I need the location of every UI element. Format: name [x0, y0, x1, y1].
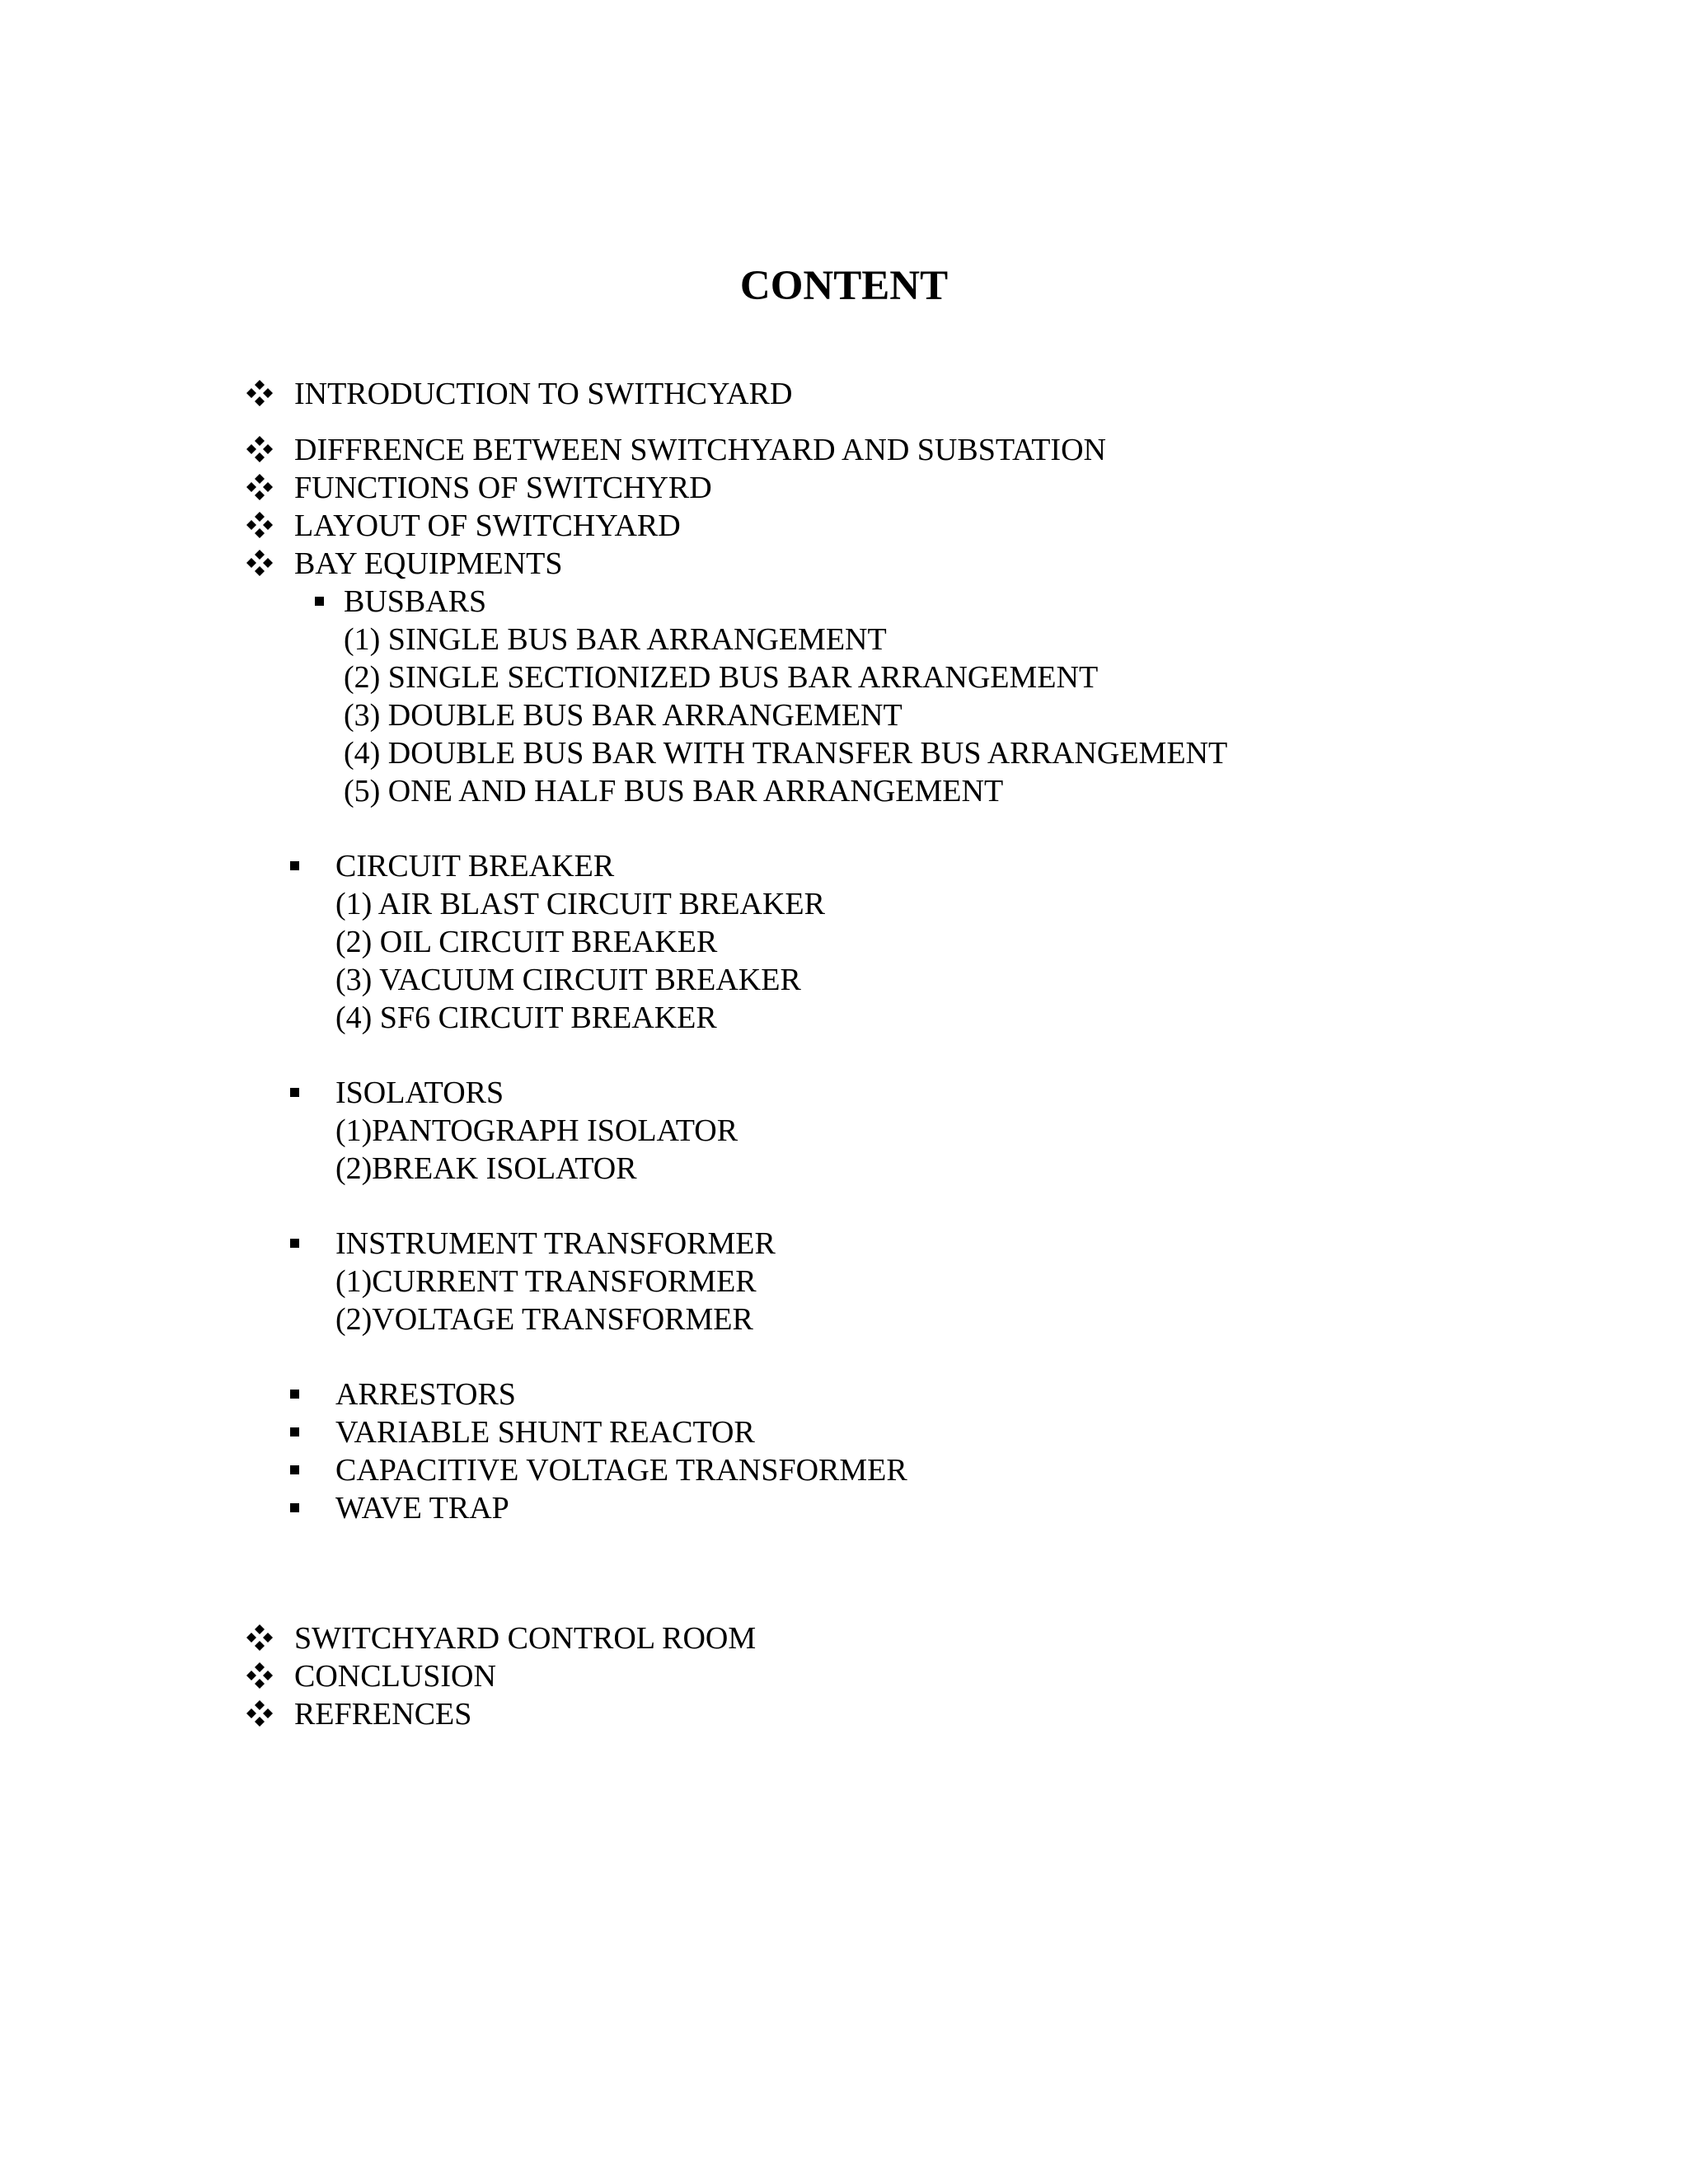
toc-detail-item: (1)CURRENT TRANSFORMER	[335, 1264, 757, 1299]
toc-item-functions: FUNCTIONS OF SWITCHYRD	[294, 471, 712, 505]
toc-item-control-room: SWITCHYARD CONTROL ROOM	[294, 1621, 757, 1656]
toc-detail-item: (1)PANTOGRAPH ISOLATOR	[335, 1113, 738, 1148]
toc-subitem-circuit-breaker: CIRCUIT BREAKER	[335, 849, 615, 883]
square-bullet-icon	[290, 861, 299, 870]
toc-detail-item: (4) SF6 CIRCUIT BREAKER	[335, 1001, 717, 1035]
square-bullet-icon	[290, 1390, 299, 1399]
page-title: CONTENT	[739, 263, 949, 309]
toc-detail-item: (2) SINGLE SECTIONIZED BUS BAR ARRANGEMENT	[344, 660, 1099, 695]
diamond-bullet-icon	[245, 1623, 274, 1652]
toc-detail-item: (2)VOLTAGE TRANSFORMER	[335, 1302, 753, 1337]
square-bullet-icon	[290, 1427, 299, 1436]
toc-item-references: REFRENCES	[294, 1697, 472, 1732]
toc-subitem-busbars: BUSBARS	[344, 584, 487, 619]
toc-subitem-isolators: ISOLATORS	[335, 1076, 504, 1110]
toc-detail-item: (2)BREAK ISOLATOR	[335, 1151, 637, 1186]
diamond-bullet-icon	[245, 1699, 274, 1728]
toc-detail-item: (4) DOUBLE BUS BAR WITH TRANSFER BUS ARRANGEMENT	[344, 736, 1228, 771]
toc-item-introduction: INTRODUCTION TO SWITHCYARD	[294, 377, 793, 411]
diamond-bullet-icon	[245, 434, 274, 464]
toc-subitem-variable-shunt-reactor: VARIABLE SHUNT REACTOR	[335, 1415, 755, 1450]
square-bullet-icon	[290, 1088, 299, 1097]
toc-detail-item: (3) DOUBLE BUS BAR ARRANGEMENT	[344, 698, 903, 733]
toc-detail-item: (5) ONE AND HALF BUS BAR ARRANGEMENT	[344, 774, 1004, 808]
diamond-bullet-icon	[245, 1661, 274, 1690]
toc-detail-item: (1) AIR BLAST CIRCUIT BREAKER	[335, 887, 825, 921]
toc-detail-item: (2) OIL CIRCUIT BREAKER	[335, 925, 718, 959]
toc-subitem-arrestors: ARRESTORS	[335, 1377, 516, 1412]
toc-item-bay-equipments: BAY EQUIPMENTS	[294, 546, 563, 581]
toc-subitem-capacitive-voltage-transformer: CAPACITIVE VOLTAGE TRANSFORMER	[335, 1453, 907, 1488]
toc-item-layout: LAYOUT OF SWITCHYARD	[294, 509, 681, 543]
square-bullet-icon	[290, 1503, 299, 1512]
toc-detail-item: (3) VACUUM CIRCUIT BREAKER	[335, 963, 801, 997]
diamond-bullet-icon	[245, 472, 274, 502]
toc-item-difference: DIFFRENCE BETWEEN SWITCHYARD AND SUBSTATION	[294, 433, 1106, 467]
square-bullet-icon	[290, 1465, 299, 1474]
diamond-bullet-icon	[245, 548, 274, 578]
toc-subitem-instrument-transformer: INSTRUMENT TRANSFORMER	[335, 1226, 776, 1261]
square-bullet-icon	[315, 597, 324, 606]
toc-item-conclusion: CONCLUSION	[294, 1659, 496, 1694]
square-bullet-icon	[290, 1239, 299, 1248]
toc-subitem-wave-trap: WAVE TRAP	[335, 1491, 509, 1526]
toc-detail-item: (1) SINGLE BUS BAR ARRANGEMENT	[344, 622, 887, 657]
diamond-bullet-icon	[245, 510, 274, 540]
diamond-bullet-icon	[245, 378, 274, 408]
